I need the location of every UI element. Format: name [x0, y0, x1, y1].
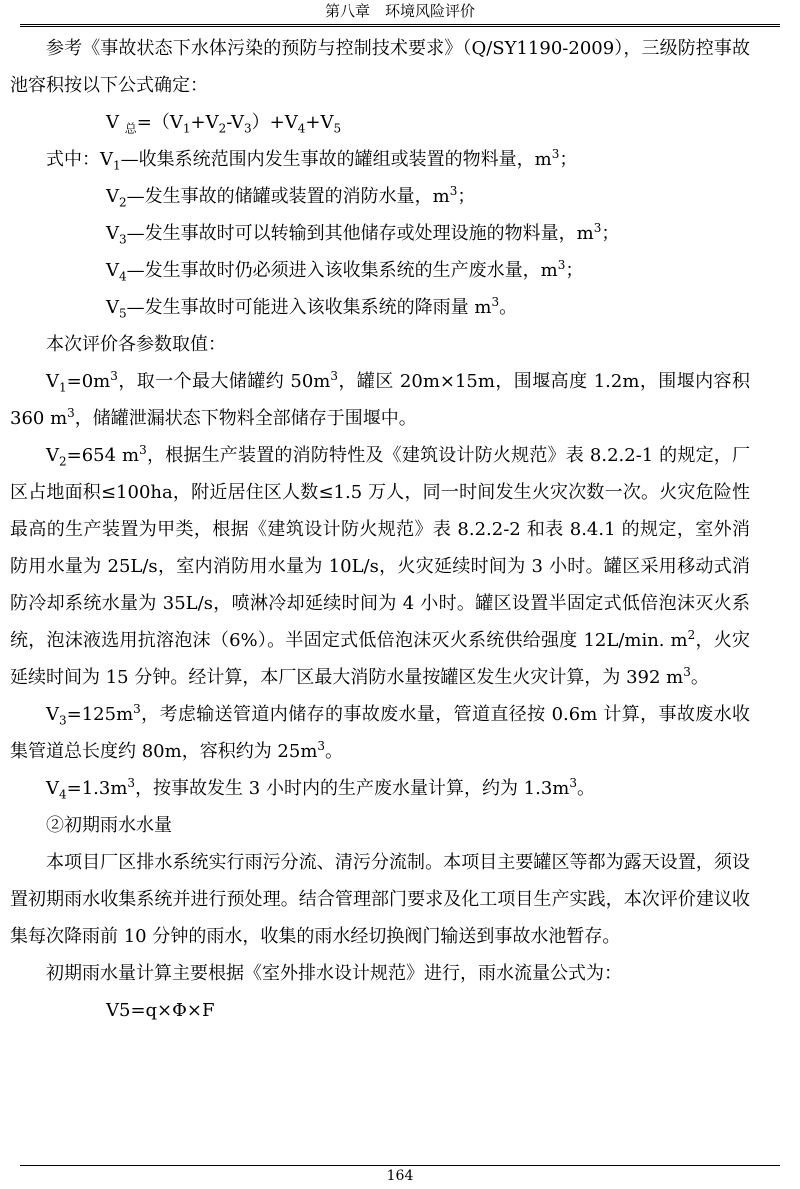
page-header: [0, 2, 800, 20]
definition-v4: $V_4—$发生事故时仍必须进入该收集系统的生产废水量，$m^3$；: [106, 258, 584, 284]
intro-paragraph: 参考《事故状态下水体污染的预防与控制技术要求》（Q/SY1190-2009），三级防控事故池容积按以下公式确定：: [10, 38, 750, 96]
param-v3-paragraph: $V_3=125m^3$，考虑输送管道内储存的事故废水量，管道直径按 0.6m 计算，事故废水收集管道总长度约 80m，容积约为 $25m^3$。: [10, 702, 750, 762]
definition-v3: $V_3—$发生事故时可以转输到其他储存或处理设施的物料量，$m^3$；: [106, 221, 620, 247]
definition-v1: 式中：$V_1—$收集系统范围内发生事故的罐组或装置的物料量，$m^3$；: [46, 147, 578, 173]
header-rule: [20, 24, 780, 27]
params-title: 本次评价各参数取值：: [46, 334, 226, 355]
footer-rule: [20, 1165, 780, 1166]
formula-v5: V5=q×Φ×F: [106, 1000, 215, 1021]
definition-v2: $V_2—$发生事故的储罐或装置的消防水量，$m^3$；: [106, 184, 476, 210]
rainfall-calc-paragraph: 初期雨水量计算主要根据《室外排水设计规范》进行，雨水流量公式为：: [46, 963, 622, 984]
document-body: [10, 30, 750, 1029]
chapter-title: 第八章 环境风险评价: [324, 2, 475, 20]
page-number: 164: [386, 1168, 414, 1184]
section-heading-initial-rainwater: ②初期雨水水量: [46, 815, 172, 836]
formula-total: V $_总=(V_1+V_2-V_3)+V_4+V_5$: [106, 112, 342, 136]
definition-v5: $V_5—$发生事故时可能进入该收集系统的降雨量 $m^3$。: [106, 295, 518, 321]
param-v1-paragraph: $V_1=0m^3$，取一个最大储罐约 $50m^3$，罐区 20m×15m，围堰高度 1.2m，围堰内容积 360 $m^3$，储罐泄漏状态下物料全部储存于围堰中。: [10, 369, 750, 429]
param-v4-paragraph: $V_4=1.3m^3$，按事故发生 3 小时内的生产废水量计算，约为 $1.3m^3$。: [46, 776, 596, 802]
initial-rainwater-paragraph: 本项目厂区排水系统实行雨污分流、清污分流制。本项目主要罐区等都为露天设置，须设置初期雨水收集系统并进行预处理。结合管理部门要求及化工项目生产实践，本次评价建议收集每次降雨前 10 分钟的雨水，收集的雨水经切换阀门输送到事故水池暂存。: [10, 852, 750, 947]
param-v2-paragraph: $V_2=654$ $m^3$，根据生产装置的消防特性及《建筑设计防火规范》表 8.2.2-1 的规定，厂区占地面积≤100ha，附近居住区人数≤1.5 万人，同一时间发生火灾次数一次。火灾危险性最高的生产装置为甲类，根据《建筑设计防火规范》表 8.2.2-2 和表 8.4.1 的规定，室外消防用水量为 25L/s，室内消防用水量为 10L/s，火灾延续时间为 3 小时。罐区采用移动式消防冷却系统水量为 35L/s，喷淋冷却延续时间为 4 小时。罐区设置半固定式低倍泡沫灭火系统，泡沫液选用抗溶泡沫（6%）。半固定式低倍泡沫灭火系统供给强度 12L/min. $m^2$，火灾延续时间为 15 分钟。经计算，本厂区最大消防水量按罐区发生火灾计算，为 392 $m^3$。: [10, 443, 751, 688]
